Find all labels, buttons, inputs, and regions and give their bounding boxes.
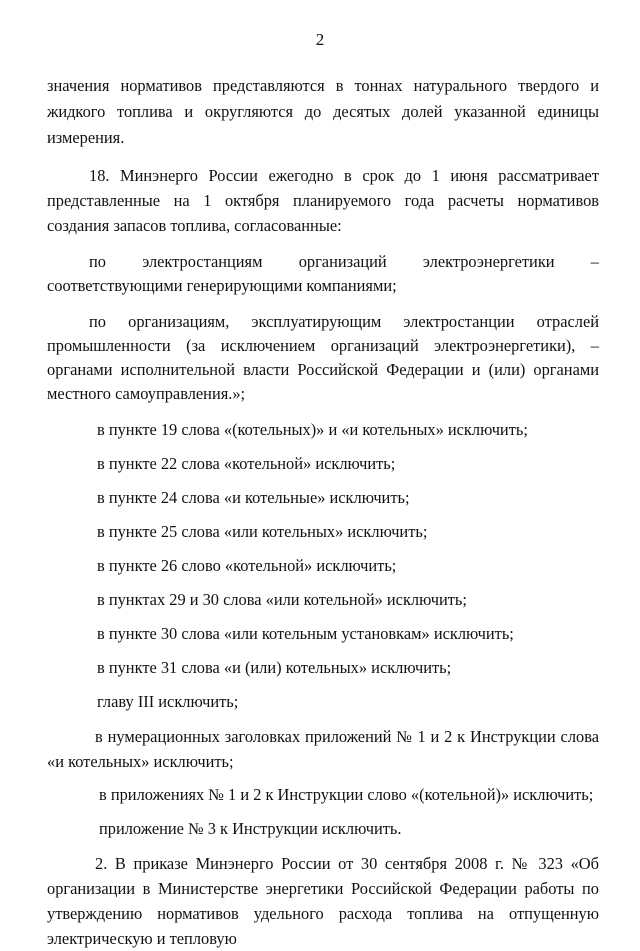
list-item-appendix-3: приложение № 3 к Инструкции исключить. — [99, 819, 402, 838]
page-number: 2 — [315, 30, 325, 49]
paragraph-industrial-organizations: по организациям, эксплуатирующим электростанции отраслей промышленности (за исключением организаций электроэнергетики), – органами исполнительной власти Российской Федерации и (или) органами местного самоуправления.»; — [47, 312, 599, 403]
list-item-points-29-30: в пунктах 29 и 30 слова «или котельной» исключить; — [97, 590, 467, 609]
list-item-point-31: в пункте 31 слова «и (или) котельных» исключить; — [97, 658, 452, 677]
list-item-point-30: в пункте 30 слова «или котельным установкам» исключить; — [97, 624, 514, 643]
list-item-point-24: в пункте 24 слова «и котельные» исключить; — [97, 488, 410, 507]
list-item-appendix-headings: в нумерационных заголовках приложений № 1 и 2 к Инструкции слова «и котельных» исключить; — [47, 727, 599, 771]
paragraph-clause-18: 18. Минэнерго России ежегодно в срок до 1 июня рассматривает представленные на 1 октября планируемого года расчеты нормативов создания запасов топлива, согласованные: — [47, 166, 599, 235]
list-item-appendices-1-2: в приложениях № 1 и 2 к Инструкции слово «(котельной)» исключить; — [99, 785, 594, 804]
list-item-point-26: в пункте 26 слово «котельной» исключить; — [97, 556, 397, 575]
paragraph-continuation: значения нормативов представляются в тоннах натурального твердого и жидкого топлива и округляются до десятых долей указанной единицы измерения. — [47, 76, 599, 147]
document-body — [47, 73, 599, 951]
paragraph-clause-2: 2. В приказе Минэнерго России от 30 сентября 2008 г. № 323 «Об организации в Министерстве энергетики Российской Федерации работы по утверждению нормативов удельного расхода топлива на отпущенную электрическую и тепловую — [47, 854, 599, 948]
list-item-point-22: в пункте 22 слова «котельной» исключить; — [97, 454, 396, 473]
paragraph-power-stations: по электростанциям организаций электроэнергетики – соответствующими генерирующими компаниями; — [47, 252, 599, 295]
list-item-chapter-3: главу III исключить; — [97, 692, 239, 711]
list-item-point-25: в пункте 25 слова «или котельных» исключить; — [97, 522, 428, 541]
list-item-point-19: в пункте 19 слова «(котельных)» и «и котельных» исключить; — [97, 420, 528, 439]
